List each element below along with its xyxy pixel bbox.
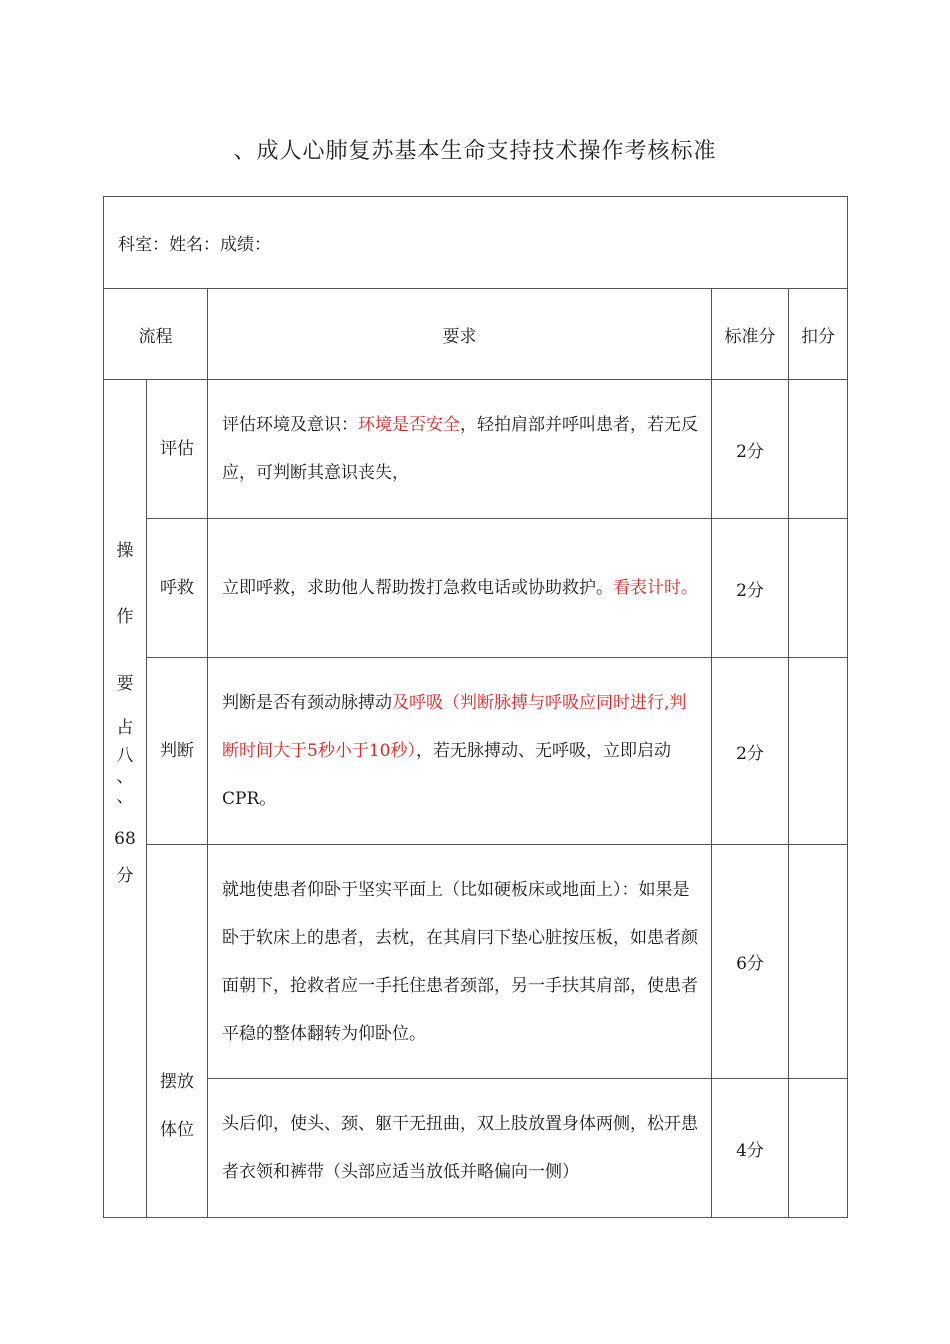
assessment-table	[103, 196, 848, 1218]
requirement-cell	[208, 519, 712, 658]
score-cell: 4分	[712, 1079, 789, 1218]
header-requirement: 要求	[208, 289, 712, 380]
section-char: 68	[114, 829, 136, 850]
header-deduction: 扣分	[789, 289, 848, 380]
table-row	[104, 380, 848, 519]
requirement-cell	[208, 845, 712, 1079]
requirement-text: 判断是否有颈动脉搏动	[222, 693, 392, 713]
section-char: 要	[116, 673, 134, 694]
deduction-cell[interactable]	[789, 658, 848, 845]
table-row	[104, 658, 848, 845]
deduction-cell[interactable]	[789, 380, 848, 519]
step-cell: 判断	[147, 658, 208, 845]
section-char: 、	[116, 766, 134, 787]
requirement-text: ，轻拍肩部并呼叫患者，若无反应，可判断其意识丧失，	[222, 415, 698, 483]
score-cell: 2分	[712, 380, 789, 519]
table-row	[104, 845, 848, 1079]
step-cell	[147, 845, 208, 1218]
deduction-cell[interactable]	[789, 519, 848, 658]
requirement-text: 头后仰，使头、颈、躯干无扭曲，双上肢放置身体两侧，松开患者衣领和裤带（头部应适当放低并略偏向一侧）	[222, 1114, 698, 1182]
section-label	[104, 380, 147, 1218]
header-standard-score: 标准分	[712, 289, 789, 380]
section-char: 操	[116, 540, 134, 561]
step-cell: 呼救	[147, 519, 208, 658]
section-char: 占	[116, 717, 134, 738]
step-line: 摆放	[160, 1072, 194, 1092]
header-process: 流程	[104, 289, 208, 380]
deduction-cell[interactable]	[789, 1079, 848, 1218]
requirement-highlight: 环境是否安全	[358, 415, 460, 435]
requirement-cell	[208, 658, 712, 845]
requirement-cell	[208, 380, 712, 519]
page-title: 、成人心肺复苏基本生命支持技术操作考核标准	[233, 139, 717, 164]
section-char: 作	[116, 607, 134, 628]
score-cell: 2分	[712, 658, 789, 845]
requirement-highlight: 看表计时。	[613, 578, 698, 598]
header-row	[104, 289, 848, 380]
deduction-cell[interactable]	[789, 845, 848, 1079]
step-line: 体位	[160, 1120, 194, 1140]
score-cell: 2分	[712, 519, 789, 658]
requirement-text: 评估环境及意识：	[222, 415, 358, 435]
requirement-text: ，若无脉搏动、无呼吸，立即启动CPR。	[222, 741, 671, 809]
table-row	[104, 1079, 848, 1218]
requirement-highlight: 及呼吸（判断脉搏与呼吸应同时进行,判断时间大于5秒小于10秒）	[222, 693, 687, 761]
section-char: 分	[116, 865, 134, 886]
score-cell: 6分	[712, 845, 789, 1079]
info-line: 科室：姓名：成绩：	[104, 197, 848, 289]
info-row	[104, 197, 848, 289]
table-row	[104, 519, 848, 658]
requirement-text: 就地使患者仰卧于坚实平面上（比如硬板床或地面上）：如果是卧于软床上的患者，去枕，在其肩冃下垫心脏按压板，如患者颜面朝下，抢救者应一手托住患者颈部，另一手扶其肩部，使患者平稳的整体翻转为仰卧位。	[222, 879, 698, 1044]
requirement-cell	[208, 1079, 712, 1218]
requirement-text: 立即呼救，求助他人帮助拨打急救电话或协助救护。	[222, 578, 613, 598]
section-char: 、	[116, 787, 134, 808]
step-cell: 评估	[147, 380, 208, 519]
section-char: 八	[116, 746, 134, 767]
